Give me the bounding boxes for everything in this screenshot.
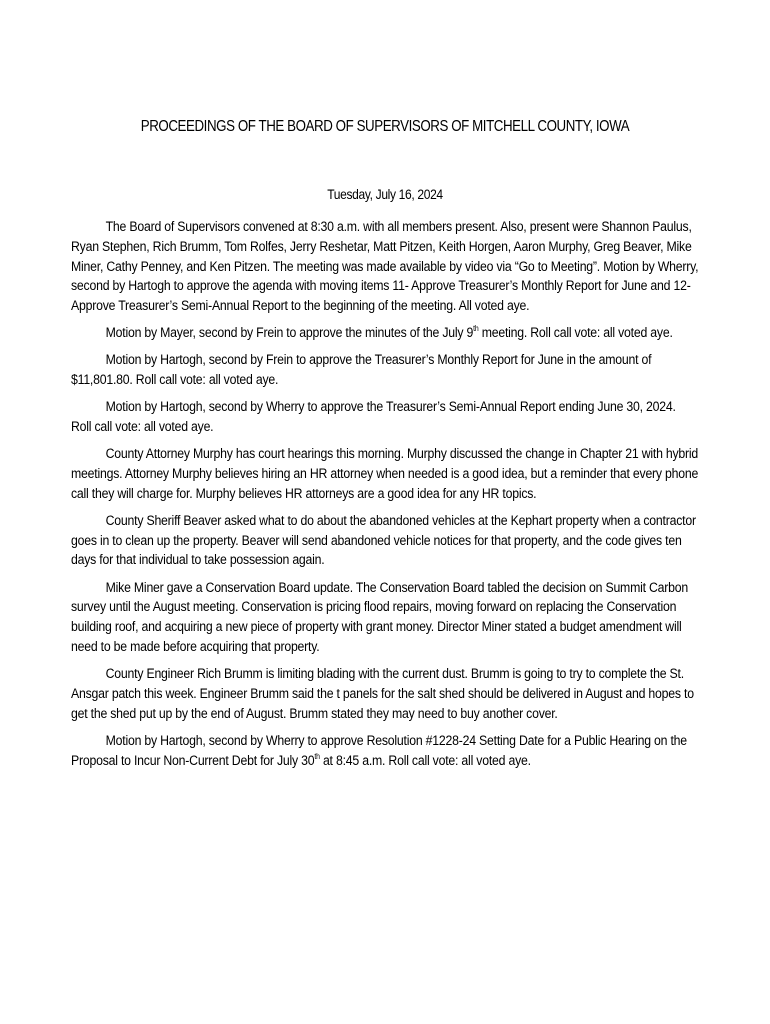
paragraph-semiannual-report: Motion by Hartogh, second by Wherry to approve the Treasurer’s Semi-Annual Report ending June 30, 2024. Roll call vote: all voted aye.: [71, 399, 676, 436]
text: Motion by Hartogh, second by Wherry to approve Resolution #1228-24 Setting Date for a Public Hearing on the Proposal to Incur Non-Current Debt for July 30: [71, 732, 687, 769]
superscript: th: [314, 751, 320, 761]
paragraph-minutes-motion: [71, 324, 699, 344]
document-title: PROCEEDINGS OF THE BOARD OF SUPERVISORS OF MITCHELL COUNTY, IOWA: [140, 118, 630, 135]
superscript: th: [473, 324, 479, 334]
text: at 8:45 a.m. Roll call vote: all voted aye.: [319, 752, 531, 769]
text: Motion by Mayer, second by Frein to approve the minutes of the July 9: [105, 325, 474, 342]
text: meeting. Roll call vote: all voted aye.: [478, 325, 673, 342]
paragraph-county-engineer: County Engineer Rich Brumm is limiting blading with the current dust. Brumm is going to try to complete the St. Ansgar patch this week. Engineer Brumm said the t panels for the salt shed should be delivered in August and hopes to get the shed put up by the end of August. Brumm stated they may need to buy another cover.: [71, 666, 694, 722]
paragraph-opening: The Board of Supervisors convened at 8:30 a.m. with all members present. Also, present were Shannon Paulus, Ryan Stephen, Rich Brumm, Tom Rolfes, Jerry Reshetar, Matt Pitzen, Keith Horgen, Aaron Murphy, Greg Beaver, Mike Miner, Cathy Penney, and Ken Pitzen. The meeting was made available by video via “Go to Meeting”. Motion by Wherry, second by Hartogh to approve the agenda with moving items 11- Approve Treasurer’s Monthly Report for June and 12-Approve Treasurer’s Semi-Annual Report to the beginning of the meeting. All voted aye.: [71, 219, 699, 315]
meeting-date: Tuesday, July 16, 2024: [327, 186, 443, 202]
paragraph-county-attorney: County Attorney Murphy has court hearings this morning. Murphy discussed the change in Chapter 21 with hybrid meetings. Attorney Murphy believes hiring an HR attorney when needed is a good idea, but a reminder that every phone call they will charge for. Murphy believes HR attorneys are a good idea for any HR topics.: [71, 446, 699, 502]
paragraph-conservation: Mike Miner gave a Conservation Board update. The Conservation Board tabled the decision on Summit Carbon survey until the August meeting. Conservation is pricing flood repairs, moving forward on replacing the Conservation building roof, and acquiring a new piece of property with grant money. Director Miner stated a budget amendment will need to be made before acquiring that property.: [71, 579, 689, 655]
paragraph-monthly-report: Motion by Hartogh, second by Frein to approve the Treasurer’s Monthly Report for June in the amount of $11,801.80. Roll call vote: all voted aye.: [71, 352, 652, 389]
document-body: [71, 218, 699, 779]
paragraph-county-sheriff: County Sheriff Beaver asked what to do about the abandoned vehicles at the Kephart property when a contractor goes in to clean up the property. Beaver will send abandoned vehicle notices for that property, and the code gives ten days for that individual to take possession again.: [71, 512, 696, 569]
paragraph-resolution: [71, 732, 699, 772]
